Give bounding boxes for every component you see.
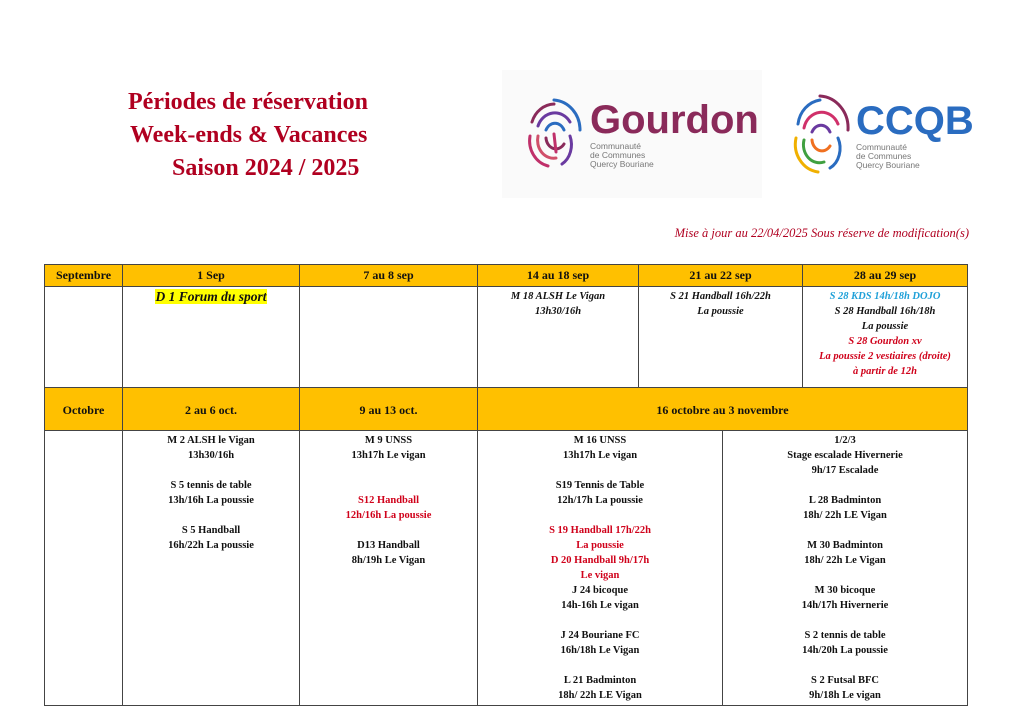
sep-cell-1 [123,287,300,388]
month-label-october: Octobre [45,388,123,431]
sep-cell-5-blue: S 28 KDS 14h/18h DOJO [829,291,941,302]
ccqb-logo-sub: Communauté de Communes Quercy Bouriane [856,141,920,170]
sep-col-4: 21 au 22 sep [639,265,803,287]
oct-empty-cell [45,431,123,706]
sep-cell-3: M 18 ALSH Le Vigan 13h30/16h [478,287,639,388]
ccqb-swirl-icon [790,90,850,180]
forum-highlight: D 1 Forum du sport [155,289,267,304]
sep-cell-5-black: S 28 Handball 16h/18h La poussie [834,306,936,332]
ccqb-logo [790,80,990,190]
sep-col-5: 28 au 29 sep [803,265,968,287]
gourdon-logo-sub: Communauté de Communes Quercy Bouriane [590,140,654,169]
oct-cell-2-b: D13 Handball 8h/19h Le Vigan [351,540,426,566]
sep-empty-cell [45,287,123,388]
oct-cell-2-a: M 9 UNSS 13h17h Le vigan [351,435,426,461]
oct-col-3: 16 octobre au 3 novembre [478,388,968,431]
october-body-row [45,431,968,706]
update-note: Mise à jour au 22/04/2025 Sous réserve de modification(s) [674,226,969,240]
oct-col-2: 9 au 13 oct. [300,388,478,431]
title-line-2: Week-ends & Vacances [130,122,368,148]
oct-cell-2 [300,431,478,706]
fingerprint-icon [526,92,582,176]
sep-cell-4: S 21 Handball 16h/22h La poussie [639,287,803,388]
title-block [128,86,368,185]
gourdon-logo [502,70,762,198]
title-line-1: Périodes de réservation [128,89,368,115]
oct-cell-3-red: S 19 Handball 17h/22h La poussie D 20 Handball 9h/17h Le vigan [549,525,651,581]
oct-cell-3 [478,431,723,706]
month-label-september: Septembre [45,265,123,287]
oct-cell-1: M 2 ALSH le Vigan 13h30/16h S 5 tennis de table 13h/16h La poussie S 5 Handball 16h/22h La poussie [123,431,300,706]
oct-cell-4: 1/2/3 Stage escalade Hivernerie 9h/17 Escalade L 28 Badminton 18h/ 22h LE Vigan M 30 Badminton 18h/ 22h Le Vigan M 30 bicoque 14h/17h Hivernerie S 2 tennis de table 14h/20h La poussie S 2 Futsal BFC 9h/18h Le vigan [723,431,968,706]
september-body-row [45,287,968,388]
sep-col-1: 1 Sep [123,265,300,287]
oct-cell-2-red: S12 Handball 12h/16h La poussie [345,495,432,521]
sep-cell-5-red: S 28 Gourdon xv La poussie 2 vestiaires (droite) à partir de 12h [819,336,951,377]
ccqb-logo-text: CCQB [856,98,974,143]
sep-cell-2 [300,287,478,388]
oct-col-1: 2 au 6 oct. [123,388,300,431]
sep-col-2: 7 au 8 sep [300,265,478,287]
oct-cell-3-a: M 16 UNSS 13h17h Le vigan S19 Tennis de Table 12h/17h La poussie [555,435,645,506]
title-line-3: Saison 2024 / 2025 [172,155,360,181]
sep-cell-5 [803,287,968,388]
sep-col-3: 14 au 18 sep [478,265,639,287]
oct-cell-3-b: J 24 bicoque 14h-16h Le vigan J 24 Bouriane FC 16h/18h Le Vigan L 21 Badminton 18h/ 22h LE Vigan [558,585,642,701]
schedule-table [44,264,968,706]
gourdon-logo-text: Gourdon [590,97,759,142]
october-header-row [45,388,968,431]
september-header-row [45,265,968,287]
